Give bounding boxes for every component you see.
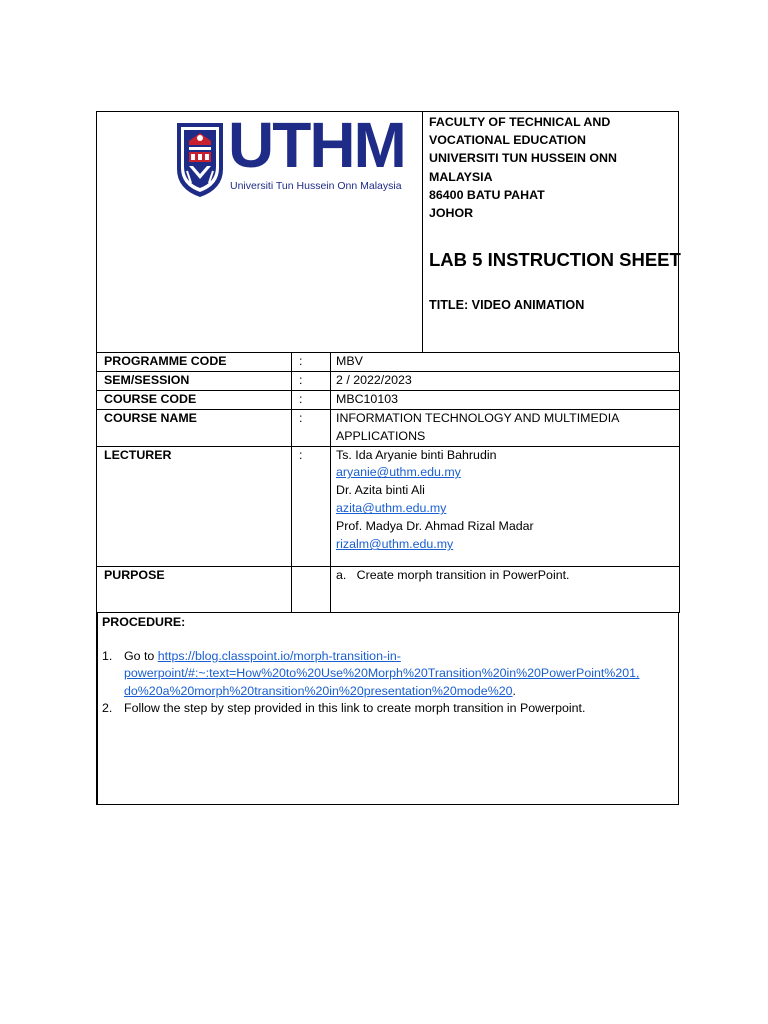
step-text: . (512, 683, 516, 698)
lecturer-list (331, 446, 680, 566)
step-text: Go to (124, 648, 158, 663)
crest-icon (175, 119, 225, 199)
course-name-line: INFORMATION TECHNOLOGY AND MULTIMEDIA (336, 410, 620, 425)
instruction-sheet (96, 111, 679, 805)
course-code-label: COURSE CODE (97, 390, 292, 409)
colon: : (292, 390, 331, 409)
header-divider (422, 112, 423, 352)
lab-title: LAB 5 INSTRUCTION SHEET (429, 249, 681, 270)
procedure-step (102, 648, 667, 701)
logo-subtitle: Universiti Tun Hussein Onn Malaysia (230, 180, 402, 192)
programme-code-label: PROGRAMME CODE (97, 353, 292, 372)
faculty-line: FACULTY OF TECHNICAL AND (429, 115, 611, 129)
procedure-box (96, 613, 679, 805)
lecturer-label: LECTURER (97, 446, 292, 566)
purpose-value: a. Create morph transition in PowerPoint. (331, 566, 680, 612)
sheet-header (96, 111, 679, 352)
procedure-steps (102, 648, 667, 718)
lecturer-email-link[interactable]: aryanie@uthm.edu.my (336, 465, 461, 480)
table-row (97, 446, 680, 566)
lecturer-name: Dr. Azita binti Ali (336, 483, 425, 498)
faculty-line: VOCATIONAL EDUCATION (429, 133, 586, 148)
course-name-value (331, 409, 680, 446)
colon: : (292, 353, 331, 372)
colon: : (292, 409, 331, 446)
lecturer-name: Prof. Madya Dr. Ahmad Rizal Madar (336, 519, 534, 534)
lecturer-name: Ts. Ida Aryanie binti Bahrudin (336, 447, 497, 462)
faculty-line: 86400 BATU PAHAT (429, 187, 545, 202)
lecturer-email-link[interactable]: rizalm@uthm.edu.my (336, 537, 454, 552)
faculty-line: MALAYSIA (429, 169, 493, 184)
table-row (97, 353, 680, 372)
lecturer-email-link[interactable]: azita@uthm.edu.my (336, 501, 447, 516)
step-number: 2. (102, 701, 113, 716)
morph-tutorial-link[interactable]: do%20a%20morph%20transition%20in%20presentation%20mode%20 (124, 683, 513, 698)
course-name-label: COURSE NAME (97, 409, 292, 446)
course-info-table (96, 352, 680, 613)
document-title: TITLE: VIDEO ANIMATION (429, 298, 585, 312)
step-number: 1. (102, 648, 113, 663)
morph-tutorial-link[interactable]: https://blog.classpoint.io/morph-transition-in- (157, 648, 401, 663)
colon: : (292, 371, 331, 390)
procedure-step (102, 700, 667, 718)
colon: : (292, 446, 331, 566)
table-row (97, 390, 680, 409)
logo-wordmark: UTHM (228, 109, 405, 181)
faculty-line: UNIVERSITI TUN HUSSEIN ONN (429, 151, 617, 166)
faculty-address (429, 113, 677, 222)
course-code-value: MBC10103 (331, 390, 680, 409)
table-row (97, 409, 680, 446)
table-row (97, 371, 680, 390)
empty-cell (292, 566, 331, 612)
programme-code-value: MBV (331, 353, 680, 372)
sem-session-label: SEM/SESSION (97, 371, 292, 390)
faculty-line: JOHOR (429, 206, 474, 221)
procedure-title: PROCEDURE: (102, 614, 186, 629)
table-row (97, 566, 680, 612)
course-name-line: APPLICATIONS (336, 428, 426, 443)
uthm-logo (175, 109, 411, 199)
step-text: Follow the step by step provided in this link to create morph transition in Powerpoint. (124, 701, 586, 716)
sem-session-value: 2 / 2022/2023 (331, 371, 680, 390)
morph-tutorial-link[interactable]: powerpoint/#:~:text=How%20to%20Use%20Morph%20Transition%20in%20PowerPoint%201, (124, 666, 640, 681)
purpose-label: PURPOSE (97, 566, 292, 612)
